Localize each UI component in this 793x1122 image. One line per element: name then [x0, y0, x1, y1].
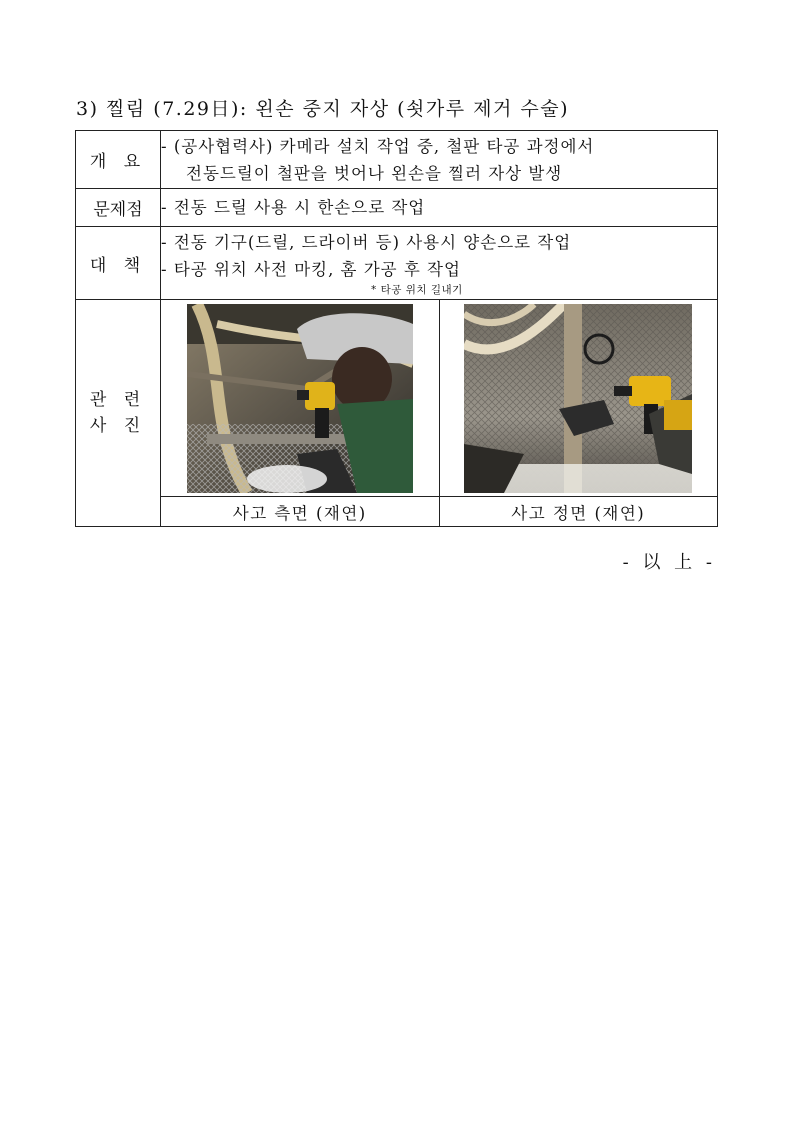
incident-table — [75, 130, 718, 527]
photo-side-caption: 사고 측면 (재연) — [161, 497, 440, 527]
overview-line-2: 전동드릴이 철판을 벗어나 왼손을 찔러 자상 발생 — [186, 163, 563, 183]
problem-row — [76, 189, 718, 227]
photo-front-cell — [439, 300, 718, 497]
photo-front-caption: 사고 정면 (재연) — [439, 497, 718, 527]
overview-line-1: - (공사협력사) 카메라 설치 작업 중, 철판 타공 과정에서 — [161, 136, 595, 156]
overview-row — [76, 131, 718, 189]
photos-label — [76, 300, 161, 527]
measures-line-1: - 전동 기구(드릴, 드라이버 등) 사용시 양손으로 작업 — [161, 233, 572, 252]
measures-row — [76, 227, 718, 300]
measures-note: * 타공 위치 길내기 — [371, 284, 463, 296]
photos-label-line-1: 관 련 — [89, 390, 147, 410]
photos-label-line-2: 사 진 — [89, 416, 147, 436]
overview-content — [161, 131, 718, 189]
accident-front-photo — [464, 304, 692, 493]
measures-content — [161, 227, 718, 300]
caption-row — [76, 497, 718, 527]
overview-label: 개 요 — [76, 131, 161, 189]
measures-line-2: - 타공 위치 사전 마킹, 홈 가공 후 작업 — [161, 260, 461, 279]
problem-content — [161, 189, 718, 227]
accident-side-photo — [187, 304, 413, 493]
closing-mark: - 以 上 - — [622, 552, 716, 573]
photo-side-cell — [161, 300, 440, 497]
section-heading: 3) 찔림 (7.29日): 왼손 중지 자상 (쇳가루 제거 수술) — [76, 98, 569, 120]
photo-row — [76, 300, 718, 497]
measures-label: 대 책 — [76, 227, 161, 300]
problem-label: 문제점 — [76, 189, 161, 227]
problem-line-1: - 전동 드릴 사용 시 한손으로 작업 — [161, 198, 426, 217]
